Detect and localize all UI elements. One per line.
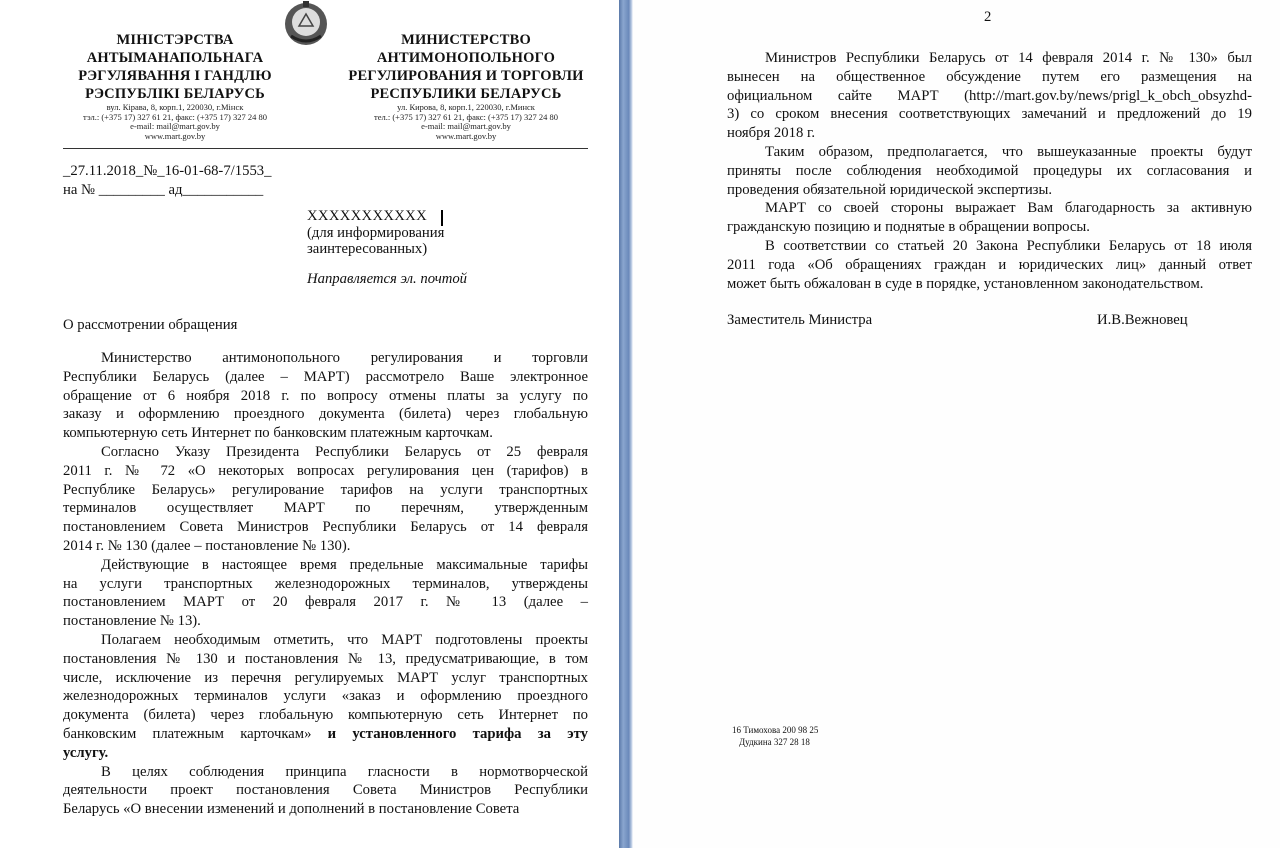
paragraph-line: Действующие в настоящее время предельные максимальные тарифы [101,556,588,573]
website-by: www.mart.gov.by [144,130,206,141]
executor-2: Дудкина 327 28 18 [739,737,810,747]
paragraph-line: Беларусь «О внесении изменений и дополнений в постановление Совета [63,801,520,818]
paragraph-line [63,725,588,744]
ministry-name-by-3: РЭГУЛЯВАННЯ І ГАНДЛЮ [78,68,272,84]
email-by: e-mail: mail@mart.gov.by [130,121,220,132]
ministry-name-by-2: АНТЫМАНАПОЛЬНАГА [86,50,264,66]
paragraph-line: 2011 г. № 72 «О некоторых вопросах регулирования цен (тарифов) в [63,462,588,479]
paragraph-line: терминалов осуществляет МАРТ по перечням, утвержденным [63,500,588,517]
paragraph-line: гражданскую позицию и поднятые в обращении вопросы. [727,219,1090,236]
signature-title: Заместитель Министра [727,312,873,328]
page-separator [619,0,633,848]
signature-name: И.В.Вежновец [1097,312,1188,328]
ministry-name-ru-1: МИНИСТЕРСТВО [401,32,531,48]
paragraph-line [63,744,588,763]
paragraph-line: может быть обжалован в суде в порядке, установленном законодательством. [727,275,1204,292]
website-ru: www.mart.gov.by [435,130,497,141]
paragraph-line: документа (билета) через глобальную компьютерную сеть Интернет по [63,707,588,724]
paragraph-line: железнодорожных терминалов услуги «заказ и оформлению проездного [63,688,588,705]
paragraph-line: Министерство антимонопольного регулирования и торговли [101,350,588,366]
paragraph-line: деятельности проект постановления Совета Министров Республики [63,782,588,799]
ministry-name-ru-4: РЕСПУБЛИКИ БЕЛАРУСЬ [370,86,562,102]
paragraph-line: числе, исключение из перечня регулируемых МАРТ услуг транспортных [63,669,588,686]
paragraph-line: Министров Республики Беларусь от 14 февраля 2014 г. № 130» был [765,50,1252,66]
email-ru: e-mail: mail@mart.gov.by [421,121,511,132]
header-divider [63,148,588,149]
document-page-2 [633,0,1280,848]
paragraph-line: 2011 года «Об обращениях граждан и юридических лиц» данный ответ [727,256,1252,273]
paragraph-line: приняты после соблюдения необходимой процедуры их согласования и [727,162,1252,179]
paragraph-line: обращение от 6 ноября 2018 г. по вопросу отмены платы за услугу по [63,387,588,404]
letter-body-page-1 [63,349,588,819]
delivery-method: Направляется эл. почтой [307,271,468,287]
ministry-name-by-1: МІНІСТЭРСТВА [116,32,234,48]
paragraph-line: компьютерную сеть Интернет по банковским платежным карточкам. [63,425,493,442]
executor-1: 16 Тимохова 200 98 25 [732,725,819,735]
paragraph-line: постановлением МАРТ от 20 февраля 2017 г. № 13 (далее – [63,594,588,611]
paragraph-line: Согласно Указу Президента Республики Беларусь от 25 февраля [101,443,588,460]
paragraph-line: Полагаем необходимым отметить, что МАРТ подготовлены проекты [101,631,588,648]
bold-text: и установленного тарифа за эту [327,725,588,742]
outgoing-date-number: _27.11.2018_№_16-01-68-7/1553_ [63,163,272,179]
paragraph-line: постановление № 13). [63,613,201,630]
paragraph-line: заказу и оформлению проездного документа (билета) через глобальную [63,406,588,423]
phone-ru: тел.: (+375 17) 327 61 21, факс: (+375 17) 327 24 80 [374,111,558,122]
document-page-1 [0,0,619,848]
paragraph-line: В соответствии со статьей 20 Закона Республики Беларусь от 18 июля [765,237,1252,254]
paragraph-line: Республике Беларусь» регулирование тарифов на услуги транспортных [63,481,588,498]
paragraph-line: постановлением Совета Министров Республики Беларусь от 14 февраля [63,519,588,536]
phone-by: тэл.: (+375 17) 327 61 21, факс: (+375 17) 327 24 80 [83,111,267,122]
paragraph-line: 2014 г. № 130 (далее – постановление № 130). [63,537,351,554]
paragraph-line: постановления № 130 и постановления № 13, предусматривающие, в том [63,650,588,667]
paragraph-line: проведения обязательной юридической экспертизы. [727,181,1053,198]
ministry-name-by-4: РЭСПУБЛІКІ БЕЛАРУСЬ [85,86,265,102]
paragraph-line: на услуги транспортных железнодорожных терминалов, утверждены [63,575,588,592]
paragraph-line: 3) со сроком внесения соответствующих замечаний и предложений до 19 [727,106,1252,123]
address-ru: ул. Кирова, 8, корп.1, 220030, г.Минск [397,102,535,112]
bold-text: услугу. [63,744,109,761]
paragraph-line: официальном сайте МАРТ (http://mart.gov.by/news/prigl_k_obch_obsyzhd- [727,87,1252,104]
header-belarusian [45,31,305,141]
address-by: вул. Кірава, 8, корп.1, 220030, г.Мінск [106,102,244,112]
subject-line: О рассмотрении обращения [63,317,238,333]
text: банковским платежным карточкам» [63,725,328,742]
page-number: 2 [984,9,992,25]
paragraph-line: Республики Беларусь (далее – МАРТ) рассмотрело Ваше электронное [63,368,588,385]
letter-body-page-2 [727,49,1252,293]
header-russian [336,31,596,141]
text-cursor [441,210,443,226]
ministry-name-ru-3: РЕГУЛИРОВАНИЯ И ТОРГОВЛИ [348,68,584,84]
paragraph-line: Таким образом, предполагается, что вышеуказанные проекты будут [765,143,1252,160]
addressee-note-2: заинтересованных) [307,241,428,257]
addressee-note-1: (для информирования [307,225,445,241]
paragraph-line: вынесен на общественное обсуждение путем его размещения на [727,68,1252,85]
ministry-name-ru-2: АНТИМОНОПОЛЬНОГО [376,50,556,66]
addressee-name[interactable]: XXXXXXXXXXX [307,208,427,224]
paragraph-line: МАРТ со своей стороны выражает Вам благодарность за активную [765,200,1252,217]
paragraph-line: В целях соблюдения принципа гласности в нормотворческой [101,763,588,780]
reply-to-reference: на № _________ ад___________ [63,182,264,198]
paragraph-line: ноября 2018 г. [727,125,816,142]
